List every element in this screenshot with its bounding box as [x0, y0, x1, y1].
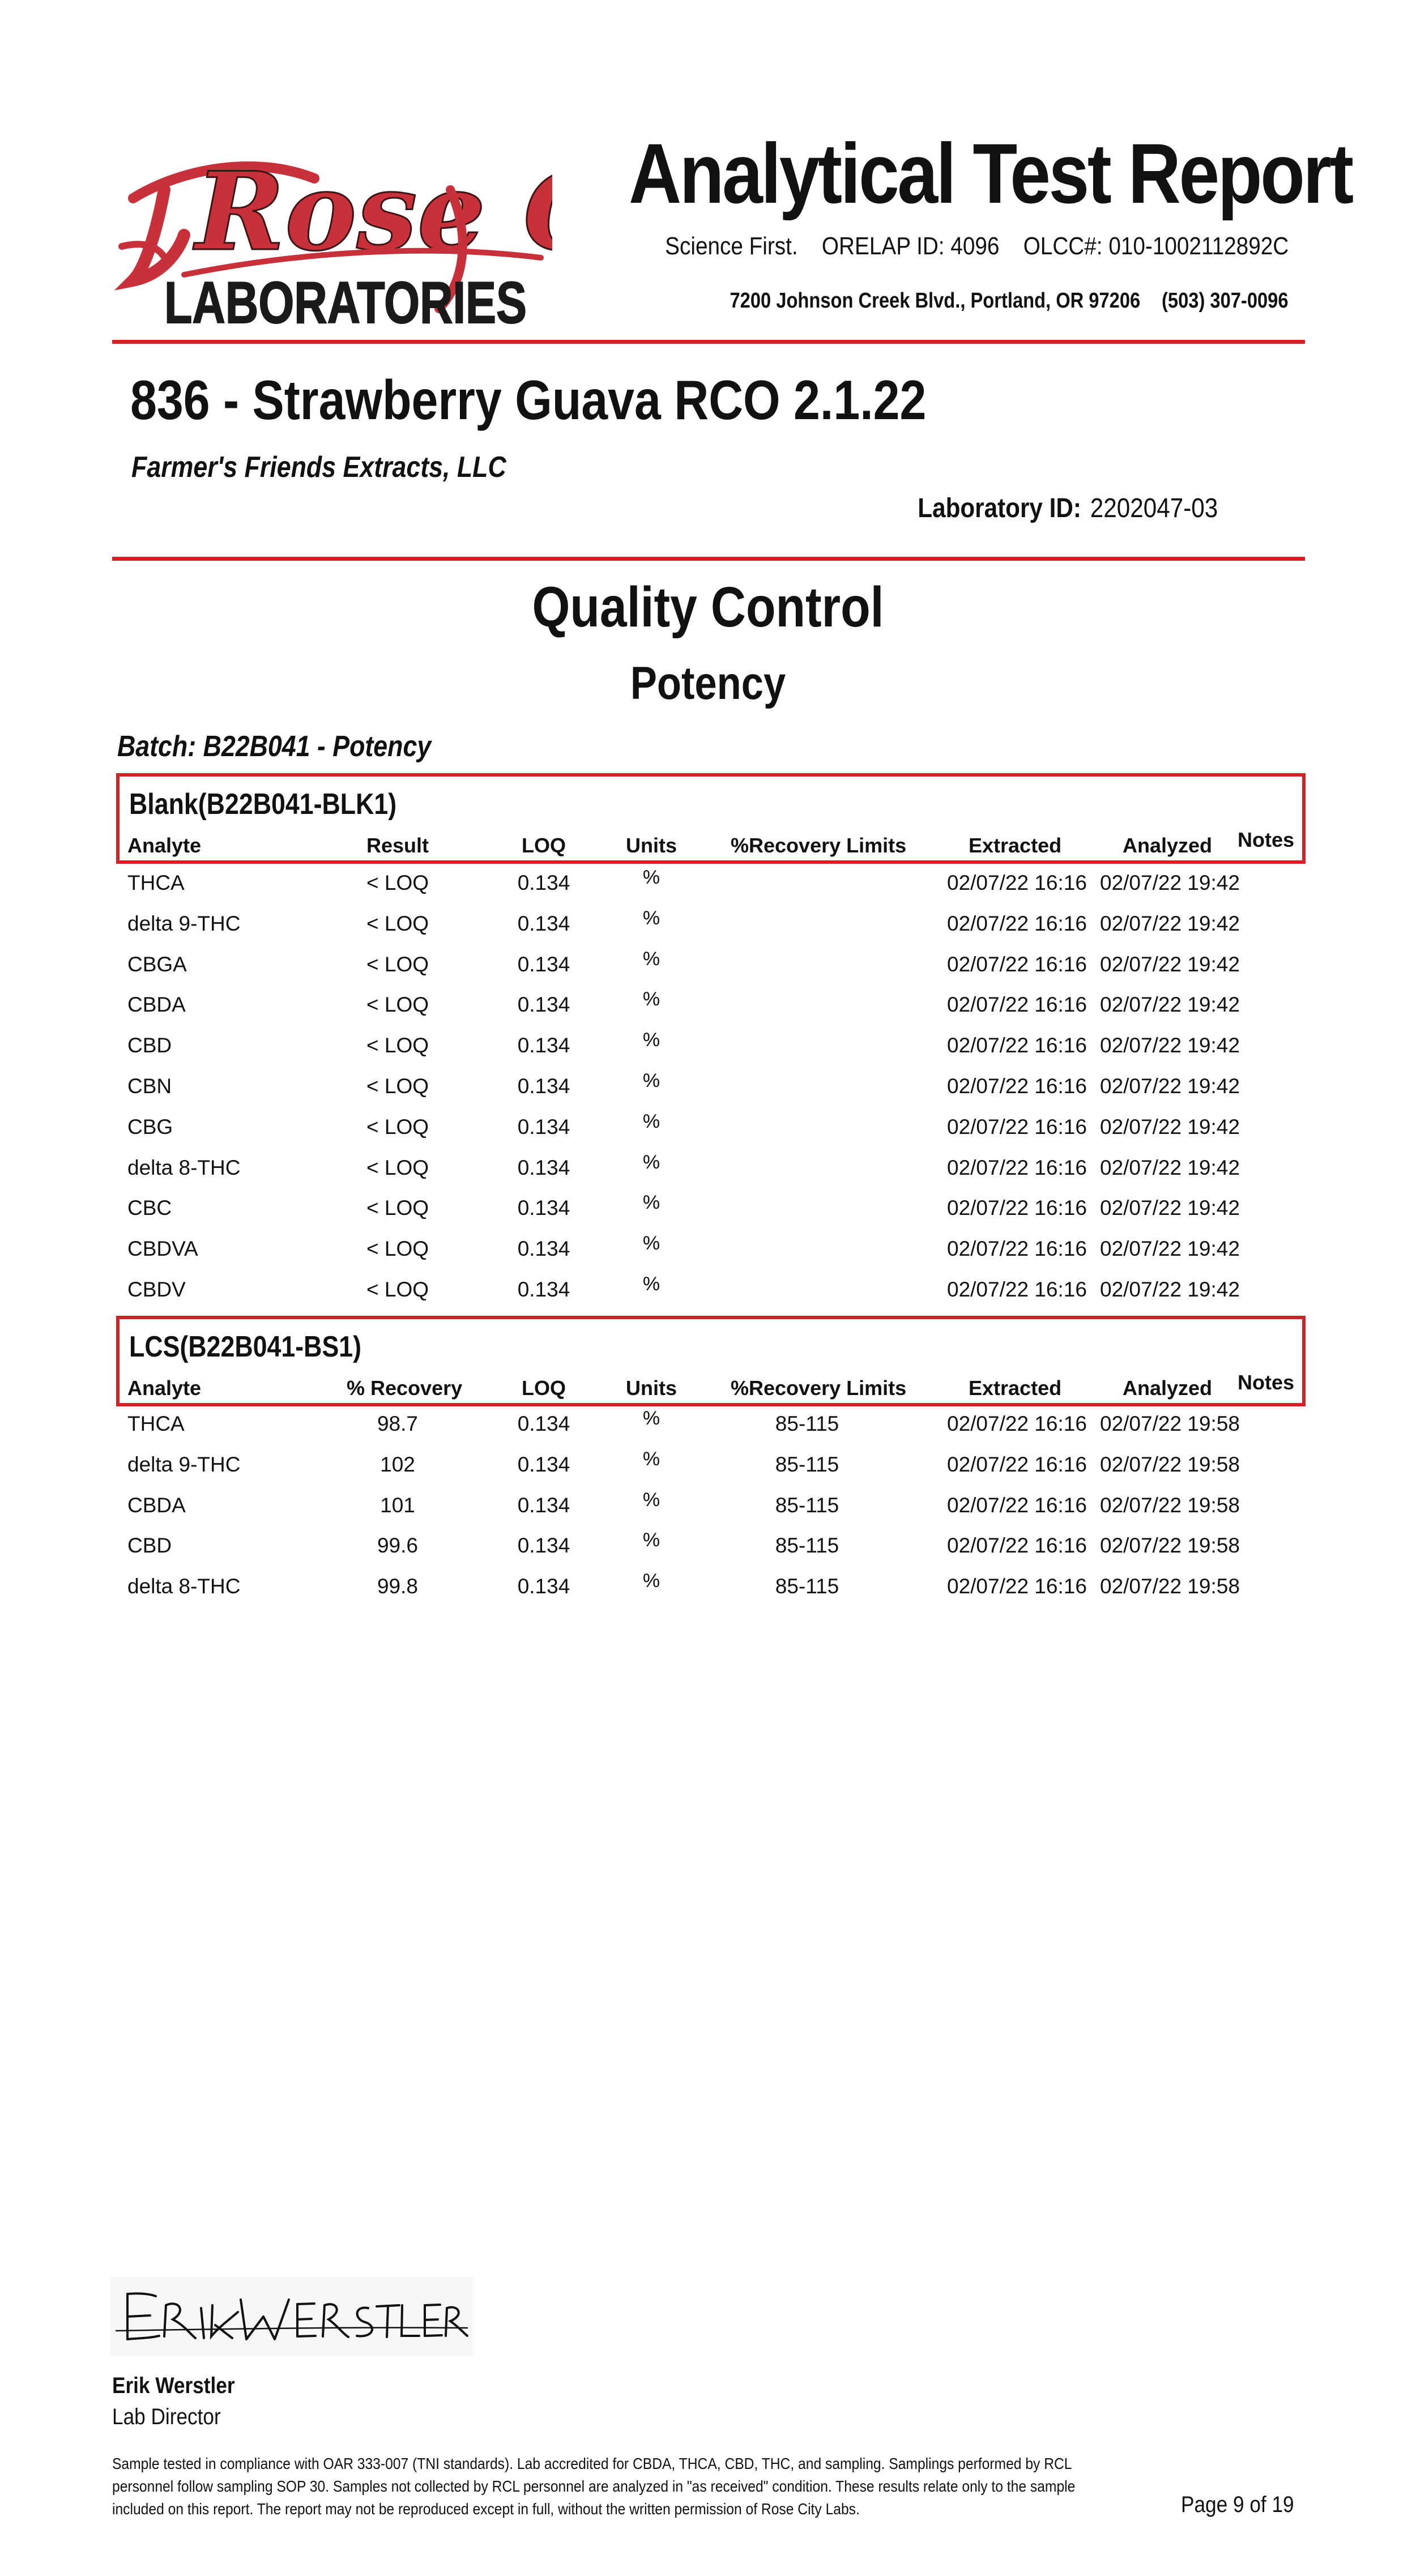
result-cell: 101: [380, 1493, 415, 1517]
lcs-header-analyzed: Analyzed: [1123, 1376, 1213, 1400]
analyzed-cell: 02/07/22 19:42: [1100, 1196, 1240, 1220]
blank-header-extracted: Extracted: [969, 834, 1062, 857]
extracted-cell: 02/07/22 16:16: [947, 911, 1087, 935]
lcs-header-analyte: Analyte: [127, 1376, 202, 1400]
signer-role: Lab Director: [112, 2404, 221, 2429]
result-cell: 98.7: [377, 1412, 418, 1435]
loq-cell: 0.134: [517, 1575, 570, 1598]
result-cell: < LOQ: [366, 952, 429, 976]
analyte-cell: CBGA: [127, 952, 187, 976]
units-cell: %: [642, 1192, 660, 1214]
disclaimer-line: Sample tested in compliance with OAR 333-007 (TNI standards). Lab accredited for CBDA, THCA, CBD, THC, and sampling. Samplings performed by RCL: [112, 2455, 1072, 2472]
extracted-cell: 02/07/22 16:16: [947, 1412, 1087, 1435]
analyte-cell: CBDVA: [127, 1237, 198, 1261]
extracted-cell: 02/07/22 16:16: [947, 952, 1087, 976]
sample-divider: [112, 557, 1305, 561]
result-cell: 99.8: [377, 1575, 418, 1598]
recovery-limits-cell: 85-115: [775, 1493, 839, 1517]
analyte-cell: CBN: [127, 1074, 172, 1098]
logo-wordmark-bottom: LABORATORIES: [164, 270, 527, 331]
analyte-cell: delta 8-THC: [127, 1575, 241, 1598]
analyzed-cell: 02/07/22 19:42: [1100, 911, 1240, 935]
result-cell: < LOQ: [366, 1237, 429, 1261]
blank-header-units: Units: [626, 834, 677, 857]
units-cell: %: [642, 1151, 660, 1173]
extracted-cell: 02/07/22 16:16: [947, 1034, 1087, 1057]
compliance-disclaimer: [112, 2453, 1084, 2520]
page-number: Page 9 of 19: [1181, 2492, 1294, 2517]
loq-cell: 0.134: [517, 993, 570, 1017]
result-cell: 102: [380, 1452, 415, 1476]
blank-header-analyzed: Analyzed: [1123, 834, 1213, 857]
lab-address: 7200 Johnson Creek Blvd., Portland, OR 97206: [730, 289, 1141, 313]
analyzed-cell: 02/07/22 19:42: [1100, 1074, 1240, 1098]
lab-phone: (503) 307-0096: [1162, 289, 1289, 313]
units-cell: %: [642, 907, 660, 929]
loq-cell: 0.134: [517, 1278, 570, 1301]
extracted-cell: 02/07/22 16:16: [947, 1575, 1087, 1598]
loq-cell: 0.134: [517, 952, 570, 976]
analyte-cell: CBDA: [127, 1493, 186, 1517]
analyzed-cell: 02/07/22 19:58: [1100, 1534, 1240, 1558]
units-cell: %: [642, 867, 660, 888]
analyte-cell: CBDA: [127, 993, 186, 1017]
analyzed-cell: 02/07/22 19:42: [1100, 993, 1240, 1017]
extracted-cell: 02/07/22 16:16: [947, 1452, 1087, 1476]
result-cell: < LOQ: [366, 1115, 429, 1138]
units-cell: %: [642, 1408, 660, 1429]
analyte-cell: THCA: [127, 1412, 185, 1435]
sample-title: 836 - Strawberry Guava RCO 2.1.22: [130, 369, 927, 431]
report-title: Analytical Test Report: [629, 126, 1352, 221]
result-cell: < LOQ: [366, 871, 429, 894]
loq-cell: 0.134: [517, 871, 570, 894]
rose-city-laboratories-logo: [110, 105, 552, 331]
laboratory-id-value: 2202047-03: [1090, 493, 1218, 523]
analyte-cell: delta 8-THC: [127, 1155, 241, 1179]
result-cell: 99.6: [377, 1534, 418, 1558]
extracted-cell: 02/07/22 16:16: [947, 993, 1087, 1017]
batch-label: Batch: B22B041 - Potency: [117, 730, 432, 763]
analyzed-cell: 02/07/22 19:58: [1100, 1452, 1240, 1476]
client-name: Farmer's Friends Extracts, LLC: [131, 451, 506, 484]
extracted-cell: 02/07/22 16:16: [947, 1196, 1087, 1220]
analyte-cell: CBD: [127, 1534, 172, 1558]
logo-wordmark-top: Rose: [195, 148, 486, 275]
analyzed-cell: 02/07/22 19:42: [1100, 1155, 1240, 1179]
units-cell: %: [642, 1273, 660, 1295]
units-cell: %: [642, 1110, 660, 1132]
loq-cell: 0.134: [517, 1196, 570, 1220]
blank-section-title: Blank(B22B041-BLK1): [129, 788, 397, 821]
units-cell: %: [642, 1029, 660, 1051]
analyzed-cell: 02/07/22 19:58: [1100, 1493, 1240, 1517]
analyzed-cell: 02/07/22 19:58: [1100, 1575, 1240, 1598]
analyte-cell: CBD: [127, 1034, 172, 1057]
loq-cell: 0.134: [517, 1534, 570, 1558]
recovery-limits-cell: 85-115: [775, 1534, 839, 1558]
result-cell: < LOQ: [366, 1278, 429, 1301]
orelap-id: ORELAP ID: 4096: [821, 232, 1000, 260]
blank-header-notes: Notes: [1238, 828, 1295, 851]
result-cell: < LOQ: [366, 993, 429, 1017]
analyte-cell: delta 9-THC: [127, 1452, 241, 1476]
blank-header-loq: LOQ: [522, 834, 566, 857]
lcs-header-extracted: Extracted: [969, 1376, 1062, 1400]
olcc-number: OLCC#: 010-1002112892C: [1023, 232, 1289, 260]
accreditation-line: [665, 232, 1289, 261]
lcs-header-loq: LOQ: [522, 1376, 566, 1400]
analyte-cell: delta 9-THC: [127, 911, 241, 935]
extracted-cell: 02/07/22 16:16: [947, 1534, 1087, 1558]
result-cell: < LOQ: [366, 911, 429, 935]
analyzed-cell: 02/07/22 19:42: [1100, 871, 1240, 894]
section-title: Quality Control: [532, 575, 884, 639]
disclaimer-line: included on this report. The report may not be reproduced except in full, without the written permission of Rose City Labs.: [112, 2500, 860, 2518]
units-cell: %: [642, 1448, 660, 1470]
loq-cell: 0.134: [517, 911, 570, 935]
analyzed-cell: 02/07/22 19:42: [1100, 1278, 1240, 1301]
units-cell: %: [642, 1489, 660, 1511]
extracted-cell: 02/07/22 16:16: [947, 871, 1087, 894]
analyzed-cell: 02/07/22 19:42: [1100, 1237, 1240, 1261]
laboratory-id-label: Laboratory ID:: [917, 493, 1081, 523]
signer-name: Erik Werstler: [112, 2373, 235, 2398]
result-cell: < LOQ: [366, 1196, 429, 1220]
lcs-header-notes: Notes: [1238, 1371, 1295, 1394]
lcs-header-limits: %Recovery Limits: [731, 1376, 907, 1400]
units-cell: %: [642, 988, 660, 1010]
lcs-section-title: LCS(B22B041-BS1): [129, 1330, 362, 1363]
recovery-limits-cell: 85-115: [775, 1412, 839, 1435]
lcs-header-units: Units: [626, 1376, 677, 1400]
extracted-cell: 02/07/22 16:16: [947, 1278, 1087, 1301]
analyzed-cell: 02/07/22 19:42: [1100, 1034, 1240, 1057]
result-cell: < LOQ: [366, 1074, 429, 1098]
blank-header-analyte: Analyte: [127, 834, 202, 857]
loq-cell: 0.134: [517, 1493, 570, 1517]
analyzed-cell: 02/07/22 19:58: [1100, 1412, 1240, 1435]
blank-header-limits: %Recovery Limits: [731, 834, 907, 857]
loq-cell: 0.134: [517, 1452, 570, 1476]
loq-cell: 0.134: [517, 1034, 570, 1057]
units-cell: %: [642, 948, 660, 970]
loq-cell: 0.134: [517, 1155, 570, 1179]
result-cell: < LOQ: [366, 1155, 429, 1179]
section-subtitle: Potency: [630, 658, 786, 709]
disclaimer-line: personnel follow sampling SOP 30. Samples not collected by RCL personnel are analyzed in "as received" condition. These results relate only to the sample: [112, 2477, 1076, 2495]
loq-cell: 0.134: [517, 1237, 570, 1261]
header-divider: [112, 340, 1305, 344]
analyte-cell: CBDV: [127, 1278, 186, 1301]
laboratory-id: [918, 493, 1218, 524]
extracted-cell: 02/07/22 16:16: [947, 1493, 1087, 1517]
analyzed-cell: 02/07/22 19:42: [1100, 1115, 1240, 1138]
units-cell: %: [642, 1570, 660, 1592]
recovery-limits-cell: 85-115: [775, 1452, 839, 1476]
analyzed-cell: 02/07/22 19:42: [1100, 952, 1240, 976]
units-cell: %: [642, 1529, 660, 1551]
units-cell: %: [642, 1070, 660, 1091]
blank-header-result: Result: [366, 834, 429, 857]
analyte-cell: THCA: [127, 871, 185, 894]
extracted-cell: 02/07/22 16:16: [947, 1237, 1087, 1261]
extracted-cell: 02/07/22 16:16: [947, 1155, 1087, 1179]
recovery-limits-cell: 85-115: [775, 1575, 839, 1598]
result-cell: < LOQ: [366, 1034, 429, 1057]
loq-cell: 0.134: [517, 1115, 570, 1138]
tagline: Science First.: [664, 232, 798, 260]
extracted-cell: 02/07/22 16:16: [947, 1074, 1087, 1098]
lab-address-line: [730, 289, 1289, 313]
analyte-cell: CBC: [127, 1196, 172, 1220]
loq-cell: 0.134: [517, 1074, 570, 1098]
signature-image: [110, 2277, 473, 2356]
extracted-cell: 02/07/22 16:16: [947, 1115, 1087, 1138]
loq-cell: 0.134: [517, 1412, 570, 1435]
units-cell: %: [642, 1232, 660, 1255]
analyte-cell: CBG: [127, 1115, 173, 1138]
lcs-header-recovery: % Recovery: [347, 1376, 463, 1400]
